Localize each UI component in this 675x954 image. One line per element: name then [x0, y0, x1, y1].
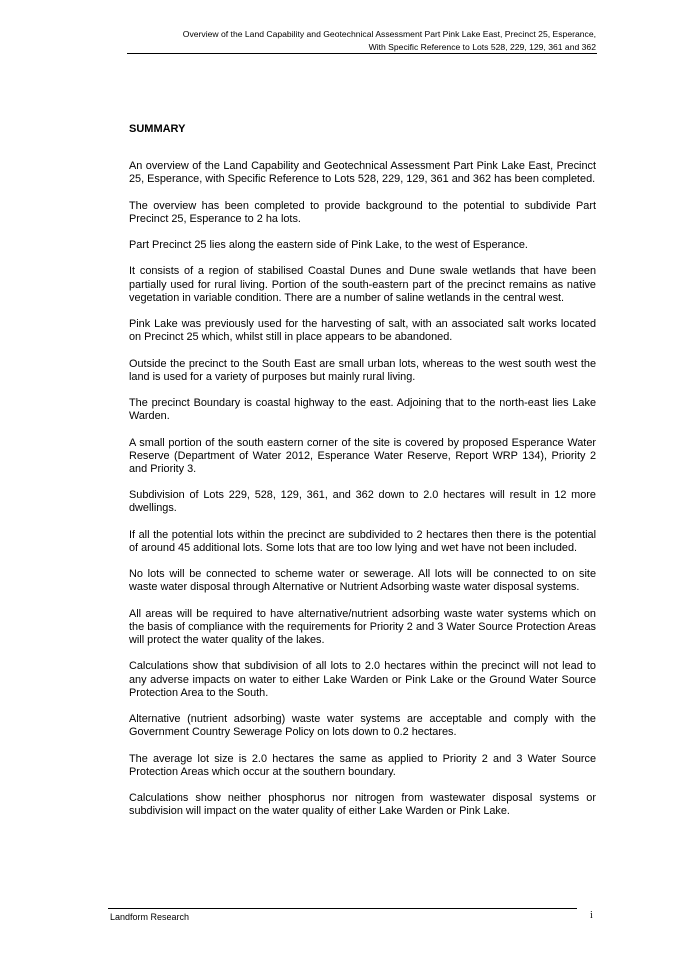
running-header-line-2: With Specific Reference to Lots 528, 229, 129, 361 and 362	[368, 41, 596, 52]
summary-paragraph: The overview has been completed to provide background to the potential to subdivide Part Precinct 25, Esperance to 2 ha lots.	[129, 199, 596, 225]
summary-paragraph: All areas will be required to have alternative/nutrient adsorbing waste water systems which on the basis of compliance with the requirements for Priority 2 and 3 Water Source Protection Areas will protect the water quality of the lakes.	[129, 607, 596, 647]
summary-paragraph: Calculations show that subdivision of all lots to 2.0 hectares within the precinct will not lead to any adverse impacts on water to either Lake Warden or Pink Lake or the Ground Water Source Protection Area to the South.	[129, 660, 596, 699]
running-header-line-1: Overview of the Land Capability and Geotechnical Assessment Part Pink Lake East, Precinct 25, Esperance,	[182, 29, 596, 39]
footer-rule	[108, 908, 577, 909]
summary-paragraph: It consists of a region of stabilised Coastal Dunes and Dune swale wetlands that have been partially used for rural living. Portion of the south-eastern part of the precinct remains as native vegetation in variable condition. There are a number of saline wetlands in the central west.	[129, 265, 596, 304]
summary-paragraph: A small portion of the south eastern corner of the site is covered by proposed Esperance Water Reserve (Department of Water 2012, Esperance Water Reserve, Report WRP 134), Priority 2 and Priority 3.	[129, 436, 596, 475]
summary-paragraph: No lots will be connected to scheme water or sewerage. All lots will be connected to on site waste water disposal through Alternative or Nutrient Adsorbing waste water disposal systems.	[129, 568, 596, 594]
page-number: i	[590, 910, 593, 921]
summary-paragraph: The average lot size is 2.0 hectares the same as applied to Priority 2 and 3 Water Source Protection Areas which occur at the southern boundary.	[129, 752, 596, 778]
summary-paragraph: Calculations show neither phosphorus nor nitrogen from wastewater disposal systems or subdivision will impact on the water quality of either Lake Warden or Pink Lake.	[129, 792, 596, 818]
summary-paragraph: An overview of the Land Capability and Geotechnical Assessment Part Pink Lake East, Precinct 25, Esperance, with Specific Reference to Lots 528, 229, 129, 361 and 362 has been completed.	[129, 160, 596, 186]
header-rule	[127, 53, 597, 54]
summary-heading: SUMMARY	[129, 123, 186, 135]
summary-section	[129, 122, 596, 832]
summary-paragraph: Part Precinct 25 lies along the eastern side of Pink Lake, to the west of Esperance.	[129, 239, 528, 251]
running-header	[96, 28, 596, 53]
summary-paragraph: If all the potential lots within the precinct are subdivided to 2 hectares then there is the potential of around 45 additional lots. Some lots that are too low lying and wet have not been included.	[129, 528, 596, 554]
footer-organization: Landform Research	[110, 912, 190, 922]
summary-paragraph: Alternative (nutrient adsorbing) waste water systems are acceptable and comply with the Government Country Sewerage Policy on lots down to 0.2 hectares.	[129, 713, 596, 739]
summary-paragraph: The precinct Boundary is coastal highway to the east. Adjoining that to the north-east lies Lake Warden.	[129, 397, 596, 423]
summary-paragraph: Pink Lake was previously used for the harvesting of salt, with an associated salt works located on Precinct 25 which, whilst still in place appears to be abandoned.	[129, 318, 596, 344]
summary-paragraph: Subdivision of Lots 229, 528, 129, 361, and 362 down to 2.0 hectares will result in 12 more dwellings.	[129, 489, 596, 515]
summary-paragraph: Outside the precinct to the South East are small urban lots, whereas to the west south west the land is used for a variety of purposes but mainly rural living.	[129, 357, 596, 383]
